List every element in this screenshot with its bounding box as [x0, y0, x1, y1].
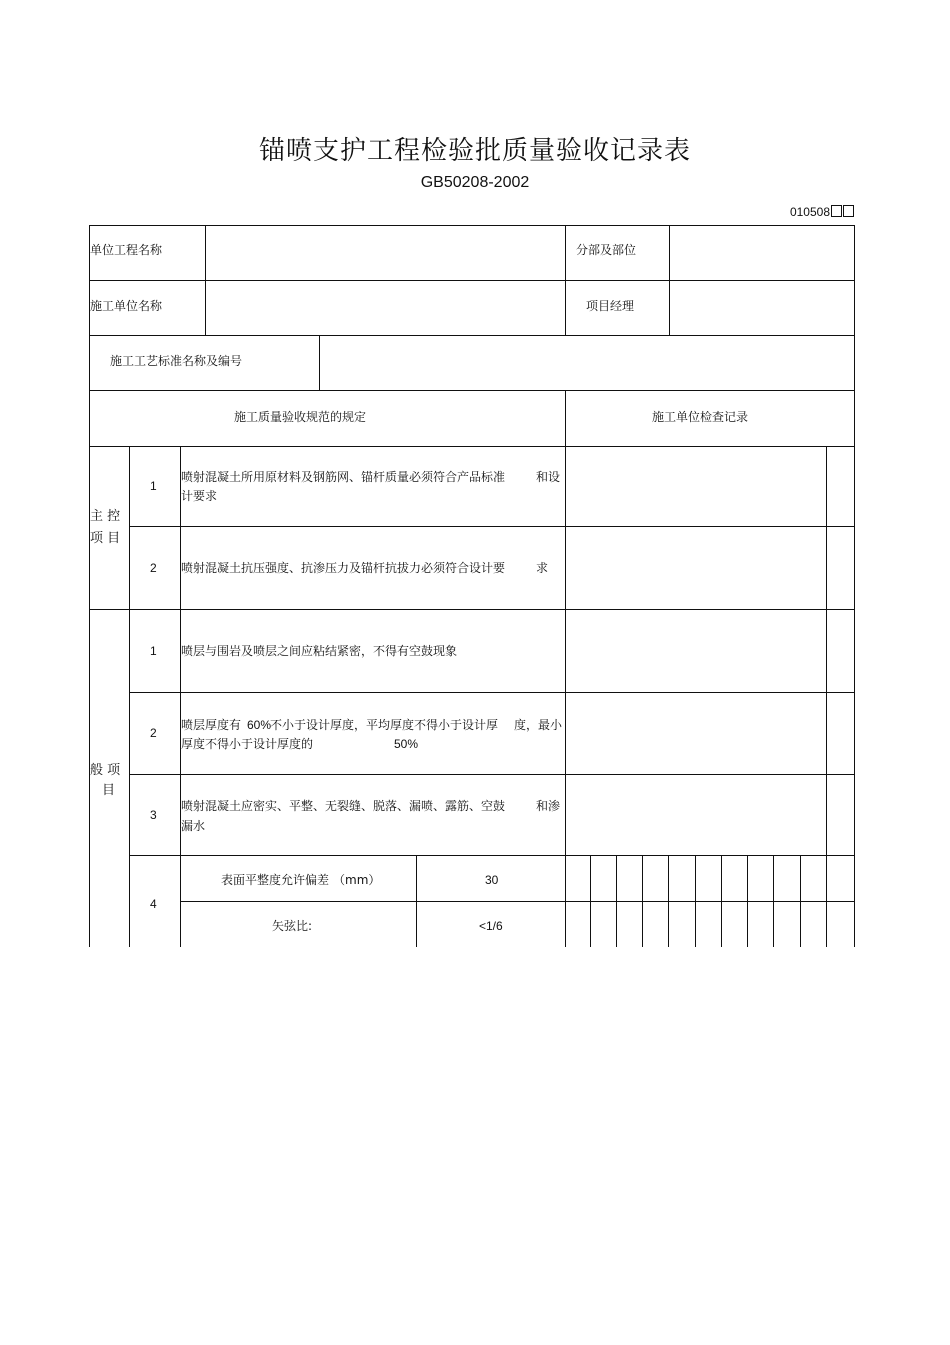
table-rule — [854, 225, 855, 947]
table-rule — [695, 855, 696, 947]
table-rule — [590, 855, 591, 947]
page-title: 锚喷支护工程检验批质量验收记录表 — [258, 136, 691, 166]
division-label: 分部及部位 — [576, 243, 637, 257]
general-label: 般 项 — [90, 763, 121, 778]
table-rule — [668, 855, 669, 947]
item-number: 3 — [150, 808, 157, 822]
form-code — [790, 205, 854, 219]
record-column-header: 施工单位检查记录 — [652, 410, 749, 424]
item-text: 喷射混凝土应密实、平整、无裂缝、脱落、漏喷、露筋、空鼓 — [181, 799, 506, 813]
general-label: 目 — [102, 783, 116, 798]
table-rule — [89, 225, 855, 226]
table-rule — [129, 446, 130, 947]
table-rule — [616, 855, 617, 947]
checkbox-icon — [843, 205, 854, 217]
table-rule — [669, 225, 670, 335]
item-number: 2 — [150, 726, 157, 740]
table-rule — [721, 855, 722, 947]
unit-project-label: 单位工程名称 — [90, 243, 163, 257]
item-number: 1 — [150, 479, 157, 493]
form-code-number: 010508 — [789, 205, 830, 219]
table-rule — [89, 390, 855, 391]
table-rule — [89, 225, 90, 947]
item-text: 喷射混凝土抗压强度、抗渗压力及锚杆抗拔力必须符合设计要 — [181, 561, 506, 575]
item-text: 50% — [394, 737, 419, 751]
flatness-unit: （mm） — [333, 873, 381, 887]
flatness-value: 30 — [485, 873, 499, 887]
item-number: 1 — [150, 644, 157, 658]
project-manager-label: 项目经理 — [586, 299, 635, 313]
item-text: 喷层厚度有 — [181, 718, 242, 732]
item-text: 不小于设计厚度，平均厚度不得小于设计厚 — [270, 718, 499, 732]
table-rule — [416, 855, 417, 947]
main-control-label: 主 控 — [90, 509, 121, 524]
item-text: 喷射混凝土所用原材料及钢筋网、锚杆质量必须符合产品标准 — [181, 470, 506, 484]
spec-column-header: 施工质量验收规范的规定 — [234, 410, 367, 424]
standard-code: GB50208-2002 — [420, 174, 530, 191]
table-rule — [89, 280, 855, 281]
item-text: 喷层与围岩及喷层之间应粘结紧密，不得有空鼓现象 — [181, 644, 458, 658]
item-text: 60% — [247, 718, 272, 732]
table-rule — [565, 446, 566, 947]
table-rule — [89, 335, 855, 336]
table-rule — [319, 335, 320, 390]
process-standard-label: 施工工艺标准名称及编号 — [110, 354, 243, 368]
item-number: 4 — [150, 897, 157, 911]
checkbox-icon — [831, 205, 842, 217]
table-rule — [205, 225, 206, 335]
contractor-label: 施工单位名称 — [90, 299, 163, 313]
item-text: 和设 — [536, 470, 561, 484]
table-rule — [826, 855, 827, 947]
sag-ratio-value: <1/6 — [479, 919, 503, 933]
item-text: 和渗 — [536, 799, 561, 813]
sag-ratio-label: 矢弦比: — [272, 919, 313, 933]
table-rule — [565, 390, 566, 446]
table-rule — [129, 774, 855, 775]
table-rule — [565, 225, 566, 335]
table-rule — [180, 446, 181, 947]
table-rule — [129, 692, 855, 693]
table-rule — [89, 609, 855, 610]
flatness-label: 表面平整度允许偏差 — [221, 873, 330, 887]
item-text: 计要求 — [181, 489, 218, 503]
item-text: 度，最小 — [514, 718, 563, 732]
item-number: 2 — [150, 561, 157, 575]
item-text: 漏水 — [181, 819, 206, 833]
table-rule — [180, 901, 855, 902]
table-rule — [89, 446, 855, 447]
item-text: 求 — [536, 561, 549, 575]
table-rule — [129, 526, 855, 527]
table-rule — [747, 855, 748, 947]
item-text: 厚度不得小于设计厚度的 — [181, 737, 314, 751]
table-rule — [800, 855, 801, 947]
main-control-label: 项 目 — [90, 531, 121, 546]
table-rule — [826, 446, 827, 855]
table-rule — [773, 855, 774, 947]
table-rule — [642, 855, 643, 947]
